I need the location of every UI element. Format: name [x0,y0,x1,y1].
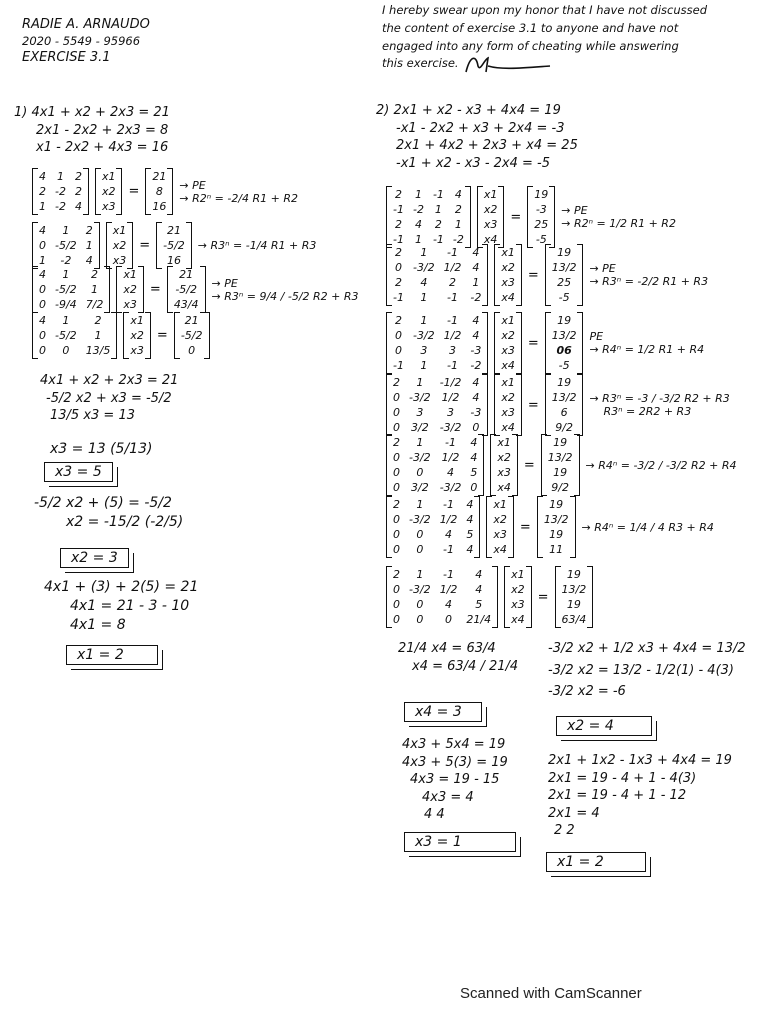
problem2-step5: 2 1 -1 4 0 -3/2 1/2 4 0 0 4 5 0 3/2 -3/2 0 x1 x2 x3 x4 = 19 13/2 19 9/2 → R4ⁿ = -3/2 / -3/2 R2 + R4 [386,434,737,496]
problem1-x1-answer: x1 = 2 [66,645,158,665]
problem1-x2-work: -5/2 x2 + (5) = -5/2 x2 = -15/2 (-2/5) [34,495,184,530]
problem1-eq: 1) 4x1 + x2 + 2x3 = 21 [14,105,170,120]
constant-vector: 21 8 16 [145,168,173,215]
header [22,16,150,67]
constant-vector: 19 -3 25 -5 [527,186,555,248]
student-name: RADIE A. ARNAUDO [22,17,150,32]
variable-vector: x1 x2 x3 [123,312,151,359]
constant-vector: 21 -5/2 16 [156,222,192,269]
honor-line: engaged into any form of cheating while answering [382,38,679,53]
variable-vector: x1 x2 x3 [106,222,134,269]
problem2-eq: 2x1 + 4x2 + 2x3 + x4 = 25 [396,138,578,154]
problem2-x3-work: 4x3 + 5x4 = 19 4x3 + 5(3) = 19 4x3 = 19 - 15 4x3 = 4 4 4 [402,737,508,823]
problem2-x2-answer: x2 = 4 [556,716,652,736]
variable-vector: x1 x2 x3 x4 [494,312,522,374]
problem1-step3: 4 1 2 0 -5/2 1 0 -9/4 7/2 x1 x2 x3 = 21 -5/2 43/4 → PE → R3ⁿ = 9/4 / -5/2 R2 + R3 [32,266,359,313]
row-operation-note: → R4ⁿ = -3/2 / -3/2 R2 + R4 [585,458,737,472]
variable-vector: x1 x2 x3 x4 [490,434,518,496]
coefficient-matrix: 4 1 2 0 -5/2 1 1 -2 4 [32,222,100,269]
problem2-x3-answer: x3 = 1 [404,832,516,852]
student-id: 2020 - 5549 - 95966 [22,33,141,48]
variable-vector: x1 x2 x3 x4 [494,244,522,306]
camscanner-watermark: Scanned with CamScanner [460,985,642,1002]
problem2-step2: 2 1 -1 4 0 -3/2 1/2 4 2 4 2 1 -1 1 -1 -2 x1 x2 x3 x4 = 19 13/2 25 -5 → PE → R3ⁿ = -2/2 R1 + R3 [386,244,708,306]
coefficient-matrix: 2 1 -1 4 0 -3/2 1/2 4 0 0 4 5 0 0 0 21/4 [386,566,498,628]
variable-vector: x1 x2 x3 x4 [477,186,505,248]
constant-vector: 19 13/2 25 -5 [545,244,584,306]
problem1-x3-answer: x3 = 5 [44,462,113,482]
constant-vector: 21 -5/2 43/4 [167,266,206,313]
equation-line: -5/2 x2 + x3 = -5/2 [46,390,172,406]
problem2-x1-work: 2x1 + 1x2 - 1x3 + 4x4 = 19 2x1 = 19 - 4 + 1 - 4(3) 2x1 = 19 - 4 + 1 - 12 2x1 = 4 2 2 [548,753,732,839]
problem2-x4-work: 21/4 x4 = 63/4 x4 = 63/4 / 21/4 [398,641,519,674]
variable-vector: x1 x2 x3 x4 [486,496,514,558]
variable-vector: x1 x2 x3 [95,168,123,215]
problem2-x2-work: -3/2 x2 + 1/2 x3 + 4x4 = 13/2 -3/2 x2 = 13/2 - 1/2(1) - 4(3) -3/2 x2 = -6 [548,641,746,700]
problem2-eq: -x1 - 2x2 + x3 + 2x4 = -3 [396,120,565,136]
coefficient-matrix: 4 1 2 2 -2 2 1 -2 4 [32,168,89,215]
problem1-step1: 4 1 2 2 -2 2 1 -2 4 x1 x2 x3 = 21 8 16 → PE → R2ⁿ = -2/4 R1 + R2 [32,168,298,215]
problem2-step4: 2 1 -1/2 4 0 -3/2 1/2 4 0 3 3 -3 0 3/2 -3/2 0 x1 x2 x3 x4 = 19 13/2 6 9/2 → R3ⁿ = -3 / -3/2 R2 + R3 R3ⁿ = 2R2 + R3 [386,374,730,436]
variable-vector: x1 x2 x3 [116,266,144,313]
problem2-step1: 2 1 -1 4 -1 -2 1 2 2 4 2 1 -1 1 -1 -2 x1 x2 x3 x4 = 19 -3 25 -5 → PE → R2ⁿ = 1/2 R1 + R2 [386,186,676,248]
row-operation-note: → PE → R3ⁿ = 9/4 / -5/2 R2 + R3 [211,276,359,303]
constant-vector: 19 13/2 19 11 [537,496,576,558]
row-operation-note: PE → R4ⁿ = 1/2 R1 + R4 [589,330,705,356]
problem2-eq: -x1 + x2 - x3 - 2x4 = -5 [396,155,551,171]
problem2-label: 2) [376,103,390,118]
exercise-title: EXERCISE 3.1 [22,50,111,66]
coefficient-matrix: 2 1 -1/2 4 0 -3/2 1/2 4 0 3 3 -3 0 3/2 -3/2 0 [386,374,488,436]
constant-vector: 19 13/2 6 9/2 [545,374,584,436]
row-operation-note: → PE → R2ⁿ = 1/2 R1 + R2 [561,204,676,230]
problem1-step2: 4 1 2 0 -5/2 1 1 -2 4 x1 x2 x3 = 21 -5/2 16 → R3ⁿ = -1/4 R1 + R3 [32,222,316,269]
equation-line: 13/5 x3 = 13 [50,408,135,424]
coefficient-matrix: 2 1 -1 4 -1 -2 1 2 2 4 2 1 -1 1 -1 -2 [386,186,471,248]
problem1-back-substitution [40,372,178,425]
row-operation-note: → R3ⁿ = -1/4 R1 + R3 [197,239,317,252]
problem1-step4: 4 1 2 0 -5/2 1 0 0 13/5 x1 x2 x3 = 21 -5/2 0 [32,312,210,359]
problem2-eq: 2) 2x1 + x2 - x3 + 4x4 = 19 [376,103,561,118]
problem2-step7: 2 1 -1 4 0 -3/2 1/2 4 0 0 4 5 0 0 0 21/4 x1 x2 x3 x4 = 19 13/2 19 63/4 [386,566,593,628]
honor-line: the content of exercise 3.1 to anyone and have not [382,20,679,35]
row-operation-note: → PE → R2ⁿ = -2/4 R1 + R2 [179,178,299,205]
coefficient-matrix: 2 1 -1 4 0 -3/2 1/2 4 0 0 4 5 0 0 -1 4 [386,496,480,558]
problem1-x2-answer: x2 = 3 [60,548,129,568]
problem2-step3: 2 1 -1 4 0 -3/2 1/2 4 0 3 3 -3 -1 1 -1 -2 x1 x2 x3 x4 = 19 13/2 06 -5 PE → R4ⁿ = 1/2 R1 + R4 [386,312,704,374]
problem1-label: 1) [14,105,28,120]
signature [462,52,552,76]
coefficient-matrix: 2 1 -1 4 0 -3/2 1/2 4 2 4 2 1 -1 1 -1 -2 [386,244,488,306]
coefficient-matrix: 2 1 -1 4 0 -3/2 1/2 4 0 0 4 5 0 3/2 -3/2 0 [386,434,484,496]
coefficient-matrix: 4 1 2 0 -5/2 1 0 0 13/5 [32,312,117,359]
row-operation-note: → R4ⁿ = 1/4 / 4 R3 + R4 [581,520,714,534]
constant-vector: 19 13/2 19 9/2 [541,434,580,496]
problem1-x3-work: x3 = 13 (5/13) [50,441,153,457]
constant-vector: 19 13/2 06 -5 [545,312,584,374]
row-operation-note: → PE → R3ⁿ = -2/2 R1 + R3 [589,262,709,288]
row-operation-note: → R3ⁿ = -3 / -3/2 R2 + R3 R3ⁿ = 2R2 + R3 [589,392,730,418]
variable-vector: x1 x2 x3 x4 [494,374,522,436]
problem1-equations [14,104,170,157]
honor-line: this exercise. [382,56,459,71]
constant-vector: 19 13/2 19 63/4 [555,566,594,628]
problem2-step6: 2 1 -1 4 0 -3/2 1/2 4 0 0 4 5 0 0 -1 4 x1 x2 x3 x4 = 19 13/2 19 11 → R4ⁿ = 1/4 / 4 R3 + R4 [386,496,714,558]
problem1-eq: x1 - 2x2 + 4x3 = 16 [36,140,169,156]
problem2-equations [376,102,578,172]
coefficient-matrix: 4 1 2 0 -5/2 1 0 -9/4 7/2 [32,266,110,313]
equation-line: 4x1 + x2 + 2x3 = 21 [40,373,179,388]
problem2-x1-answer: x1 = 2 [546,852,646,872]
honor-line: I hereby swear upon my honor that I have not discussed [382,3,708,17]
constant-vector: 21 -5/2 0 [174,312,210,359]
variable-vector: x1 x2 x3 x4 [504,566,532,628]
problem2-x4-answer: x4 = 3 [404,702,482,722]
problem1-eq: 2x1 - 2x2 + 2x3 = 8 [36,122,169,138]
coefficient-matrix: 2 1 -1 4 0 -3/2 1/2 4 0 3 3 -3 -1 1 -1 -2 [386,312,488,374]
problem1-x1-work: 4x1 + (3) + 2(5) = 21 4x1 = 21 - 3 - 10 4x1 = 8 [44,579,199,633]
